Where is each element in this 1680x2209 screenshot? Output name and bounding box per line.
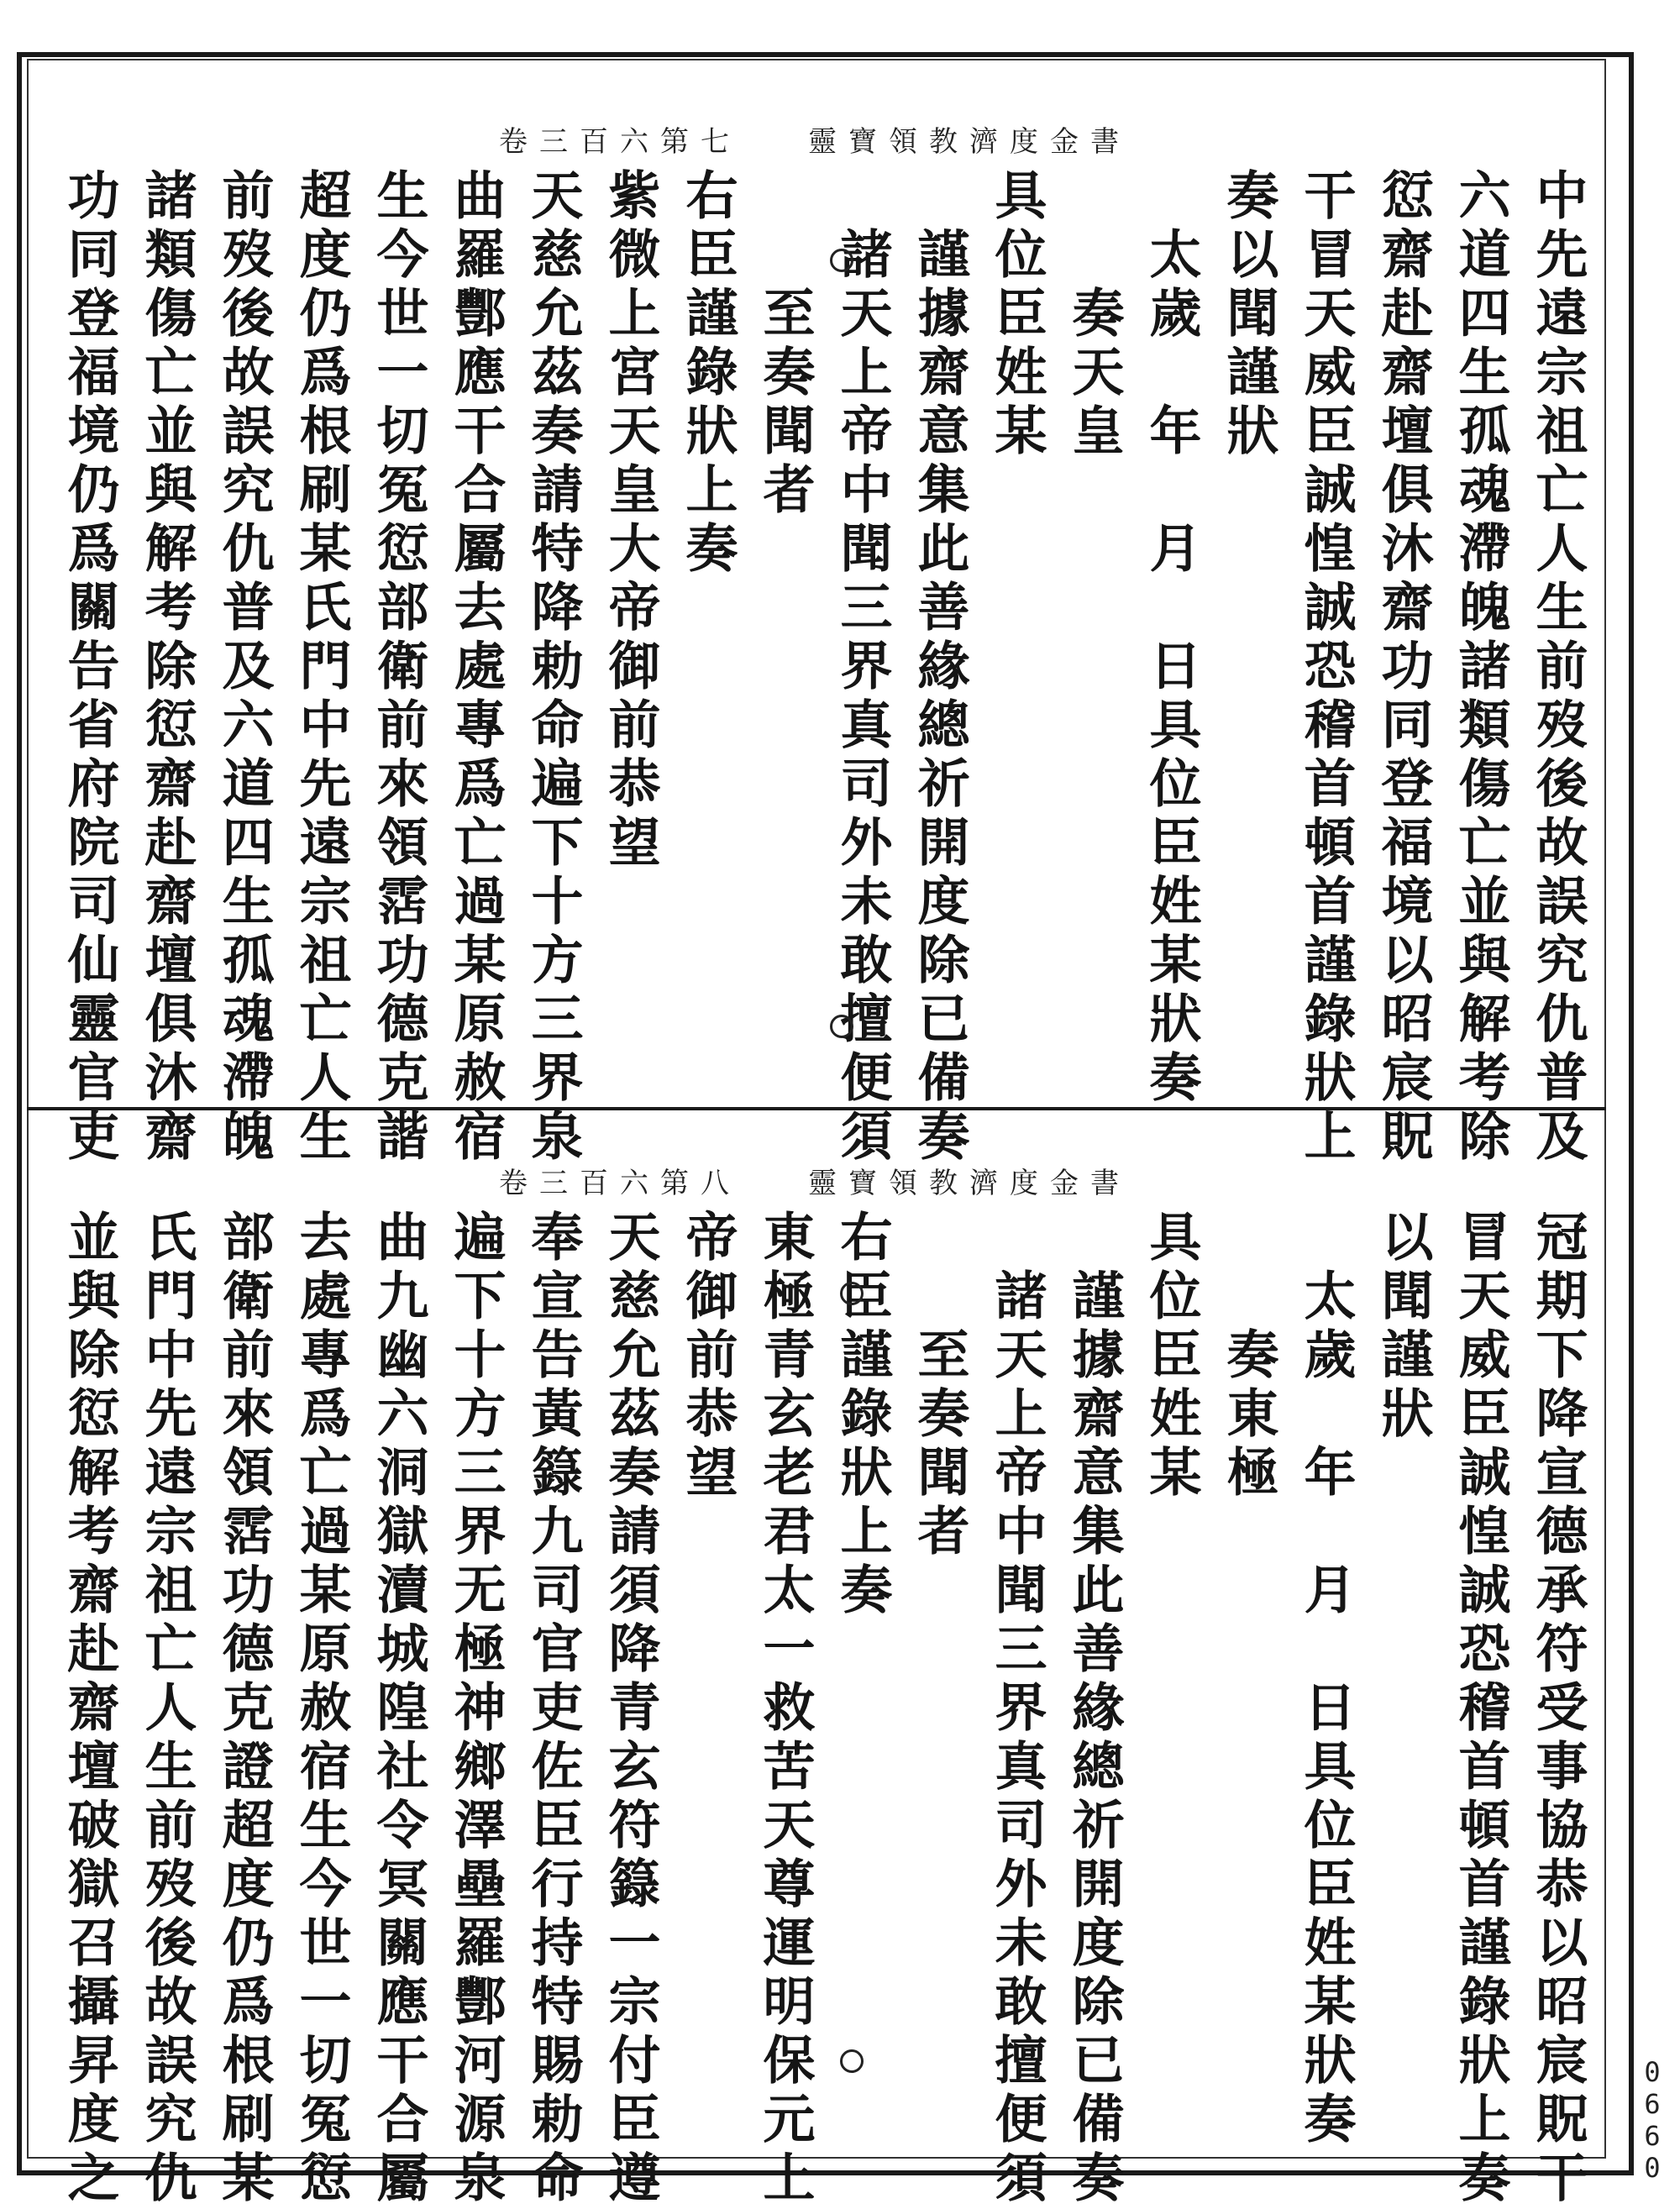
lower-header-title: 靈寶領教濟度金書 <box>808 1166 1131 1200</box>
text-column: 諸類傷亡並與解考除愆齋赴齋壇俱沐齋 <box>136 168 197 1167</box>
punctuation-circle-mark <box>830 249 853 272</box>
text-column: 冒天威臣誠惶誠恐稽首頓首謹錄狀上奏 <box>1450 1209 1511 2209</box>
text-column: 奏東極 <box>1218 1209 1279 1503</box>
lower-text-columns <box>50 1209 1596 2209</box>
lower-page <box>34 1166 1596 2209</box>
text-column: 具位臣姓某 <box>1141 1209 1202 1503</box>
text-column: 帝御前恭望 <box>677 1209 738 1503</box>
text-column: 部衛前來領霑功德克證超度仍爲根刷某 <box>213 1209 275 2209</box>
text-column: 謹據齋意集此善緣總祈開度除已備奏 <box>909 168 970 1167</box>
text-column: 並與除愆解考齋赴齋壇破獄召攝昇度之 <box>59 1209 120 2209</box>
text-column: 去處專爲亡過某原赦宿生今世一切冤愆 <box>291 1209 352 2209</box>
text-column: 天慈允茲奏請特降勅命遍下十方三界泉 <box>522 168 584 1167</box>
page-number: 0660 <box>1636 2056 1668 2184</box>
text-column: 生今世一切冤愆部衛前來領霑功德克諧 <box>368 168 429 1167</box>
text-column: 超度仍爲根刷某氏門中先遠宗祖亡人生 <box>291 168 352 1167</box>
text-column: 至奏聞者 <box>909 1209 970 1562</box>
text-column: 遍下十方三界无極神鄉澤壘羅酆河源泉 <box>445 1209 507 2209</box>
text-column: 紫微上宮天皇大帝御前恭望 <box>600 168 661 874</box>
text-column: 六道四生孤魂滯魄諸類傷亡並與解考除 <box>1450 168 1511 1167</box>
text-column: 中先遠宗祖亡人生前歿後故誤究仇普及 <box>1527 168 1588 1167</box>
text-column: 東極青玄老君太一救苦天尊運明保元上 <box>754 1209 816 2209</box>
text-column: 天慈允茲奏請須降青玄符籙一宗付臣遵 <box>600 1209 661 2209</box>
text-column: 太歲 年 月 日具位臣姓某狀奏 <box>1141 168 1202 1109</box>
text-column: 奏以聞謹狀 <box>1218 168 1279 462</box>
upper-header-title: 靈寶領教濟度金書 <box>808 124 1131 159</box>
lower-header-volume: 卷三百六第八 <box>499 1166 741 1200</box>
text-column: 至奏聞者 <box>754 168 816 521</box>
upper-header-volume: 卷三百六第七 <box>499 124 741 159</box>
upper-page-header <box>67 118 1562 160</box>
punctuation-circle-mark <box>840 1282 864 1305</box>
punctuation-circle-mark <box>840 2049 864 2073</box>
text-column: 諸天上帝中聞三界真司外未敢擅便須 <box>986 1209 1047 2209</box>
text-column: 以聞謹狀 <box>1373 1209 1434 1445</box>
upper-page <box>34 124 1596 1167</box>
text-column: 干冒天威臣誠惶誠恐稽首頓首謹錄狀上 <box>1295 168 1357 1167</box>
text-column: 右臣謹錄狀上奏 <box>677 168 738 580</box>
text-column: 具位臣姓某 <box>986 168 1047 462</box>
text-column: 前歿後故誤究仇普及六道四生孤魂滯魄 <box>213 168 275 1167</box>
text-column: 奏天皇 <box>1063 168 1125 462</box>
text-column: 諸天上帝中聞三界真司外未敢擅便須 <box>832 168 893 1167</box>
text-column: 曲羅酆應干合屬去處專爲亡過某原赦宿 <box>445 168 507 1167</box>
text-column: 氏門中先遠宗祖亡人生前歿後故誤究仇 <box>136 1209 197 2209</box>
text-column: 功同登福境仍爲關告省府院司仙靈官吏 <box>59 168 120 1167</box>
upper-text-columns <box>50 168 1596 1167</box>
text-column: 太歲 年 月 日具位臣姓某狀奏 <box>1295 1209 1357 2150</box>
text-column: 冠期下降宣德承符受事協恭以昭宸貺干 <box>1527 1209 1588 2209</box>
lower-page-header <box>67 1159 1562 1201</box>
text-column: 謹據齋意集此善緣總祈開度除已備奏 <box>1063 1209 1125 2209</box>
text-column: 右臣謹錄狀上奏 <box>832 1209 893 1621</box>
text-column: 曲九幽六洞獄瀆城隍社令冥關應干合屬 <box>368 1209 429 2209</box>
text-column: 奉宣告黃籙九司官吏佐臣行持特賜勅命 <box>522 1209 584 2209</box>
text-column: 愆齋赴齋壇俱沐齋功同登福境以昭宸貺 <box>1373 168 1434 1167</box>
punctuation-circle-mark <box>830 1015 853 1038</box>
